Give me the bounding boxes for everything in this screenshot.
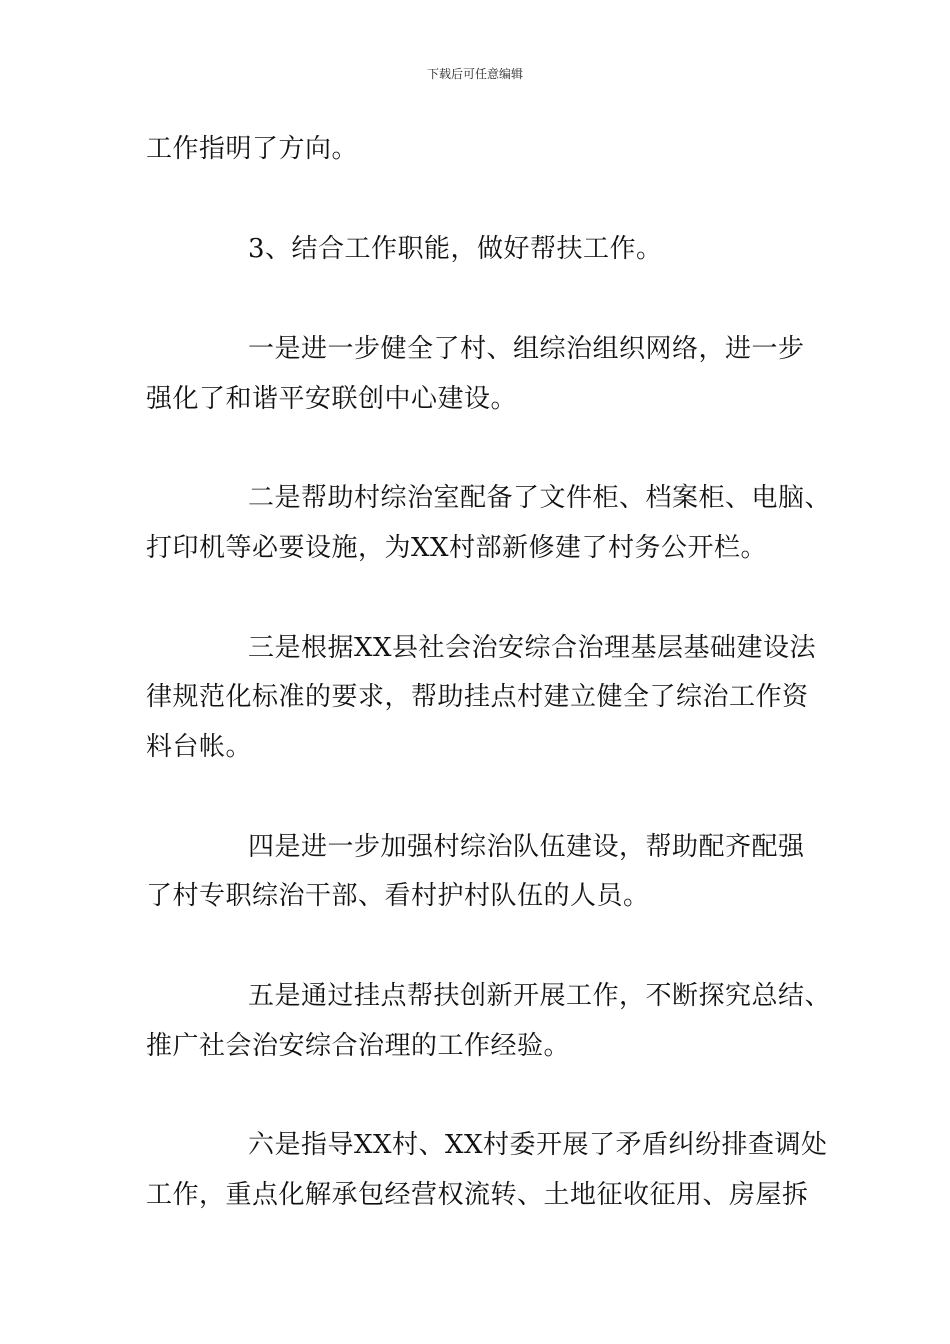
section-heading: 3、结合工作职能，做好帮扶工作。 (248, 234, 663, 264)
text-line: 二是帮助村综治室配备了文件柜、档案柜、电脑、 (248, 483, 832, 513)
text-line: 打印机等必要设施，为XX村部新修建了村务公开栏。 (146, 533, 768, 563)
text-line: 六是指导XX村、XX村委开展了矛盾纠纷排查调处 (248, 1130, 828, 1160)
text-line: 强化了和谐平安联创中心建设。 (146, 384, 518, 414)
text-line: 了村专职综治干部、看村护村队伍的人员。 (146, 881, 650, 911)
text-line: 工作，重点化解承包经营权流转、土地征收征用、房屋拆 (146, 1180, 809, 1210)
text-line: 一是进一步健全了村、组综治组织网络，进一步 (248, 334, 805, 364)
page-header-note: 下载后可任意编辑 (426, 67, 523, 81)
text-line: 推广社会治安综合治理的工作经验。 (146, 1031, 571, 1061)
text-line: 五是通过挂点帮扶创新开展工作，不断探究总结、 (248, 981, 832, 1011)
text-line: 四是进一步加强村综治队伍建设，帮助配齐配强 (248, 832, 805, 862)
text-line: 三是根据XX县社会治安综合治理基层基础建设法 (248, 633, 817, 663)
text-line: 工作指明了方向。 (146, 134, 359, 164)
text-line: 料台帐。 (146, 732, 253, 762)
text-line: 律规范化标准的要求，帮助挂点村建立健全了综治工作资 (146, 682, 809, 712)
